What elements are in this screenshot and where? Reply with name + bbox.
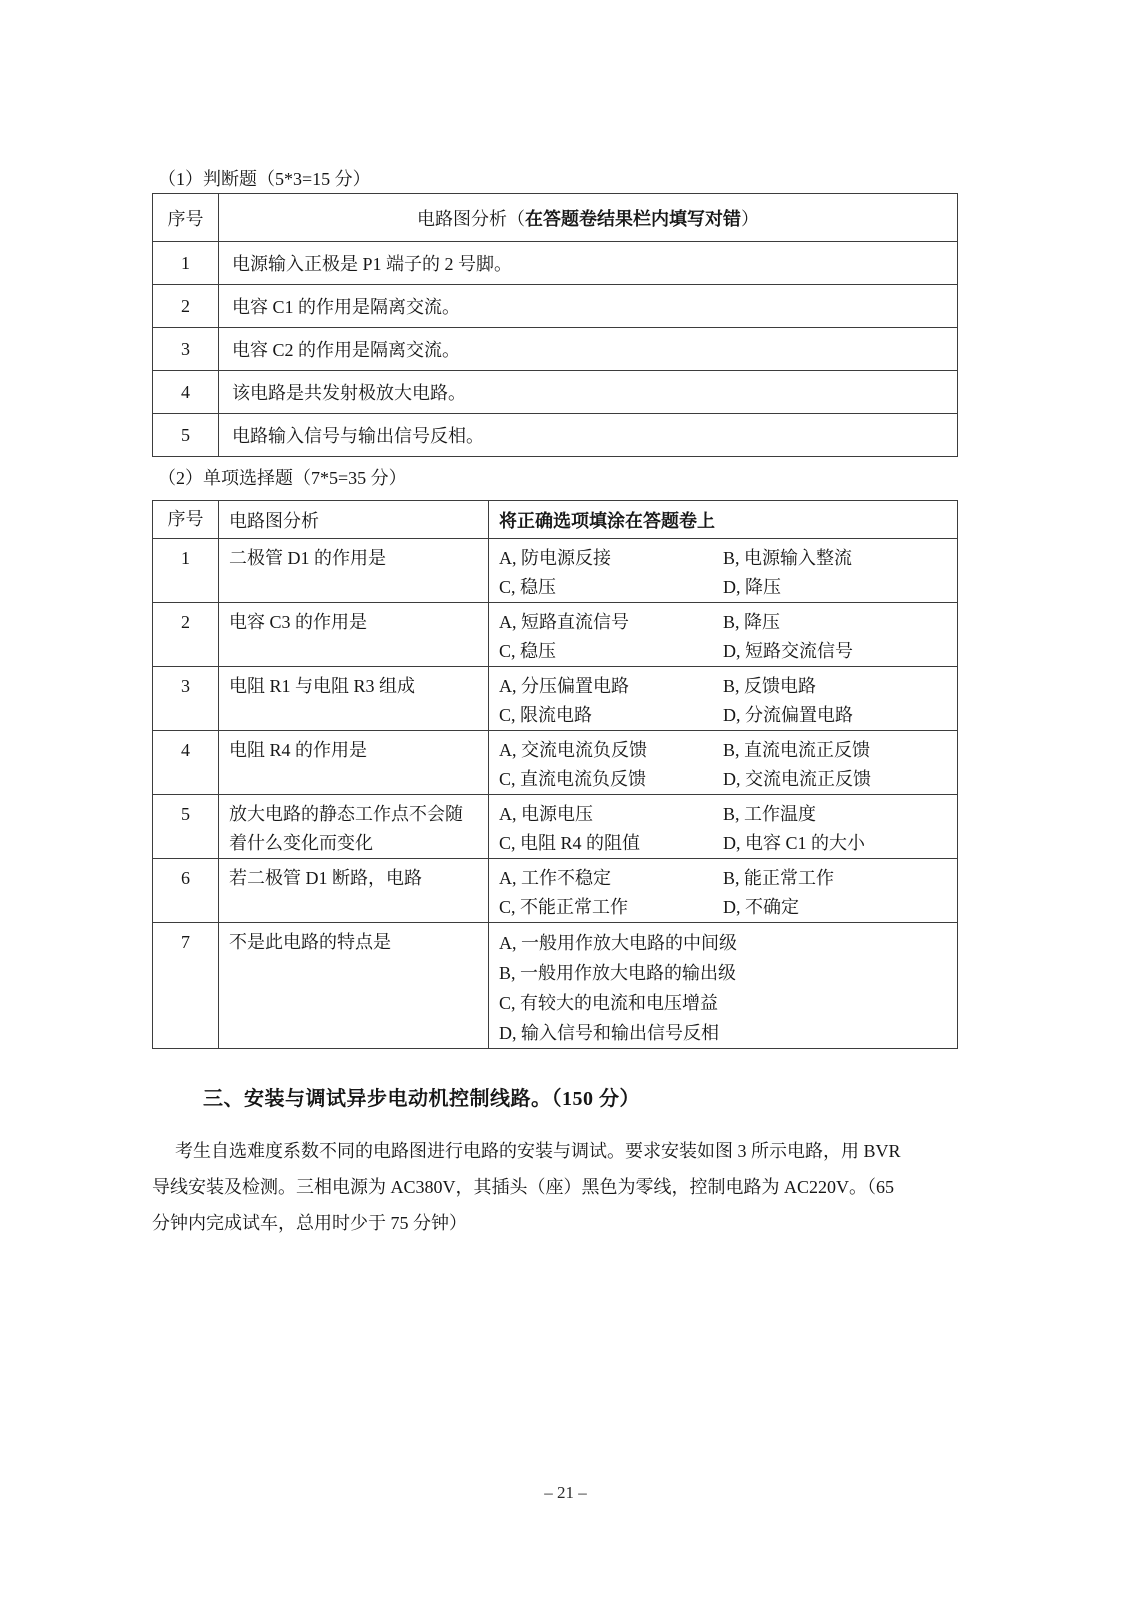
paragraph-line: 导线安装及检测。三相电源为 AC380V，其插头（座）黑色为零线，控制电路为 AC220V。（65 xyxy=(152,1177,895,1197)
option-c: C, 有较大的电流和电压增益 xyxy=(499,993,719,1013)
judge-statement: 电容 C1 的作用是隔离交流。 xyxy=(219,285,958,328)
choice-row xyxy=(153,859,958,923)
options-cell xyxy=(489,603,958,667)
choice-row xyxy=(153,731,958,795)
option-a: A, 防电源反接 xyxy=(499,548,611,568)
question-text: 放大电路的静态工作点不会随着什么变化而变化 xyxy=(219,795,489,859)
question-text: 若二极管 D1 断路，电路 xyxy=(219,859,489,923)
option-c: C, 不能正常工作 xyxy=(499,897,629,917)
row-number: 1 xyxy=(153,242,219,285)
judge-statement: 电源输入正极是 P1 端子的 2 号脚。 xyxy=(219,242,958,285)
question-text: 不是此电路的特点是 xyxy=(219,923,489,1049)
option-b: B, 反馈电路 xyxy=(723,676,817,696)
option-d: D, 短路交流信号 xyxy=(723,641,853,661)
section1-label: （1） xyxy=(158,169,203,189)
choice-header-analysis: 电路图分析 xyxy=(219,501,489,539)
options-grid xyxy=(499,672,957,730)
options-cell xyxy=(489,539,958,603)
judge-header-no: 序号 xyxy=(153,194,219,242)
option-a: A, 短路直流信号 xyxy=(499,612,629,632)
option-c: C, 稳压 xyxy=(499,577,557,597)
judge-row xyxy=(153,328,958,371)
option-a: A, 交流电流负反馈 xyxy=(499,740,647,760)
option-d: D, 输入信号和输出信号反相 xyxy=(499,1023,719,1043)
option-a: A, 工作不稳定 xyxy=(499,868,611,888)
judge-row xyxy=(153,414,958,457)
row-number: 6 xyxy=(153,859,219,923)
judge-row xyxy=(153,371,958,414)
choice-row xyxy=(153,667,958,731)
row-number: 4 xyxy=(153,371,219,414)
section3-paragraph xyxy=(152,1133,997,1241)
option-b: B, 直流电流正反馈 xyxy=(723,740,871,760)
option-b: B, 工作温度 xyxy=(723,804,817,824)
option-b: B, 能正常工作 xyxy=(723,868,835,888)
section2-title-text: 单项选择题（7*5=35 分） xyxy=(203,468,407,488)
judge-statement: 电路输入信号与输出信号反相。 xyxy=(219,414,958,457)
option-c: C, 限流电路 xyxy=(499,705,593,725)
choice-header-row xyxy=(153,501,958,539)
options-grid xyxy=(499,800,957,858)
option-a: A, 电源电压 xyxy=(499,804,593,824)
question-text: 电阻 R1 与电阻 R3 组成 xyxy=(219,667,489,731)
section2-title xyxy=(158,466,407,490)
judge-table xyxy=(152,193,958,457)
judge-row xyxy=(153,242,958,285)
choice-table xyxy=(152,500,958,1049)
question-text: 电阻 R4 的作用是 xyxy=(219,731,489,795)
section1-title xyxy=(158,167,371,191)
choice-row xyxy=(153,795,958,859)
section1-title-text: 判断题（5*3=15 分） xyxy=(203,169,371,189)
options-cell xyxy=(489,923,958,1049)
option-b: B, 一般用作放大电路的输出级 xyxy=(499,963,737,983)
option-d: D, 降压 xyxy=(723,577,781,597)
options-cell xyxy=(489,795,958,859)
section2-label: （2） xyxy=(158,468,203,488)
paragraph-line: 分钟内完成试车，总用时少于 75 分钟） xyxy=(152,1213,467,1233)
option-c: C, 稳压 xyxy=(499,641,557,661)
choice-header-no: 序号 xyxy=(153,501,219,539)
row-number: 3 xyxy=(153,667,219,731)
row-number: 3 xyxy=(153,328,219,371)
row-number: 7 xyxy=(153,923,219,1049)
judge-statement: 该电路是共发射极放大电路。 xyxy=(219,371,958,414)
options-stack xyxy=(499,928,957,1048)
row-number: 5 xyxy=(153,795,219,859)
options-grid xyxy=(499,736,957,794)
judge-header-analysis: 电路图分析（在答题卷结果栏内填写对错） xyxy=(219,194,958,242)
judge-row xyxy=(153,285,958,328)
option-a: A, 一般用作放大电路的中间级 xyxy=(499,933,737,953)
option-b: B, 降压 xyxy=(723,612,781,632)
options-grid xyxy=(499,608,957,666)
row-number: 4 xyxy=(153,731,219,795)
row-number: 2 xyxy=(153,603,219,667)
choice-row xyxy=(153,603,958,667)
row-number: 1 xyxy=(153,539,219,603)
option-d: D, 不确定 xyxy=(723,897,799,917)
option-c: C, 直流电流负反馈 xyxy=(499,769,647,789)
judge-header-row xyxy=(153,194,958,242)
row-number: 2 xyxy=(153,285,219,328)
options-cell xyxy=(489,667,958,731)
judge-statement: 电容 C2 的作用是隔离交流。 xyxy=(219,328,958,371)
choice-row xyxy=(153,923,958,1049)
option-d: D, 分流偏置电路 xyxy=(723,705,853,725)
option-d: D, 交流电流正反馈 xyxy=(723,769,871,789)
options-cell xyxy=(489,859,958,923)
row-number: 5 xyxy=(153,414,219,457)
choice-header-instruction: 将正确选项填涂在答题卷上 xyxy=(489,501,958,539)
paragraph-line: 考生自选难度系数不同的电路图进行电路的安装与调试。要求安装如图 3 所示电路，用 BVR xyxy=(175,1141,901,1161)
option-d: D, 电容 C1 的大小 xyxy=(723,833,866,853)
options-grid xyxy=(499,864,957,922)
option-b: B, 电源输入整流 xyxy=(723,548,853,568)
choice-row xyxy=(153,539,958,603)
question-text: 二极管 D1 的作用是 xyxy=(219,539,489,603)
page-number: – 21 – xyxy=(544,1483,587,1502)
section3-heading: 三、安装与调试异步电动机控制线路。（150 分） xyxy=(203,1088,640,1110)
question-text: 电容 C3 的作用是 xyxy=(219,603,489,667)
option-c: C, 电阻 R4 的阻值 xyxy=(499,833,641,853)
options-cell xyxy=(489,731,958,795)
options-grid xyxy=(499,544,957,602)
option-a: A, 分压偏置电路 xyxy=(499,676,629,696)
